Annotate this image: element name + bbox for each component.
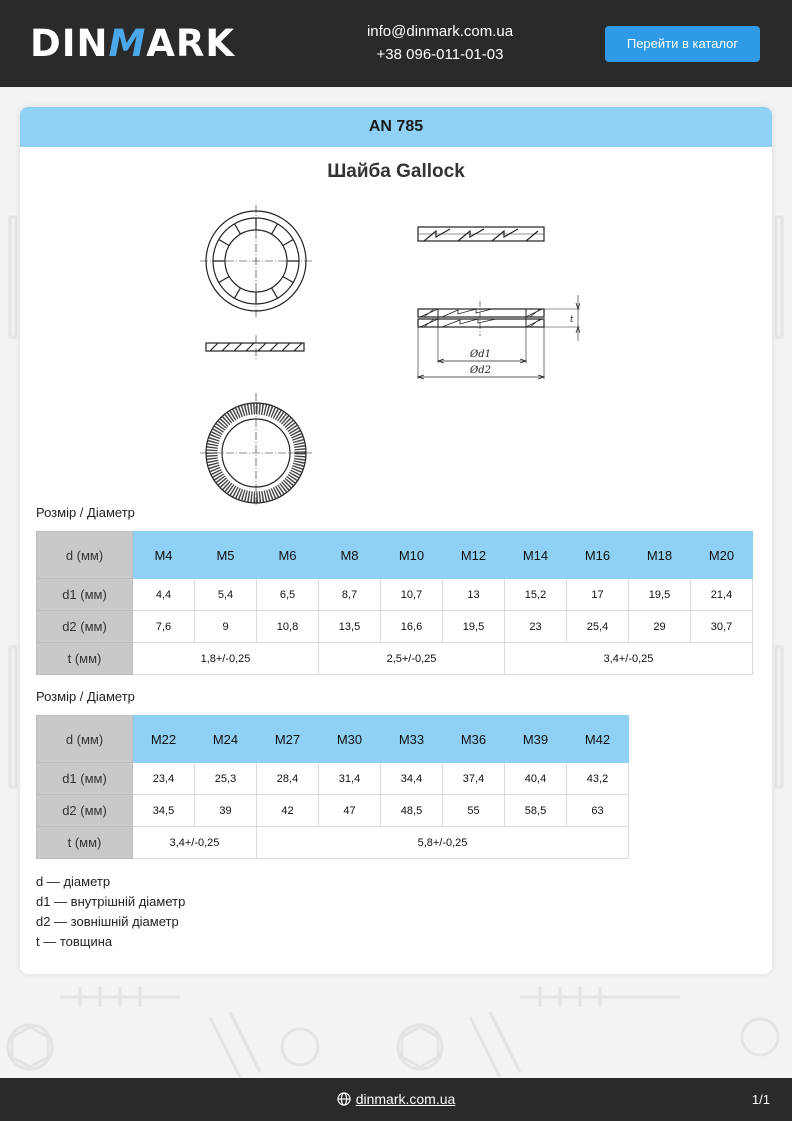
legend-item: d1 — внутрішній діаметр: [36, 894, 186, 909]
size-table-1: [36, 531, 753, 675]
value-cell: 42: [257, 795, 319, 827]
size-cell: M27: [257, 716, 319, 763]
size-cell: M6: [257, 532, 319, 579]
value-cell: 30,7: [691, 611, 753, 643]
size-cell: M24: [195, 716, 257, 763]
product-code: AN 785: [20, 107, 772, 147]
value-cell: 21,4: [691, 579, 753, 611]
size-cell: M33: [381, 716, 443, 763]
table-row: [37, 795, 629, 827]
value-cell: 19,5: [443, 611, 505, 643]
value-cell: 3,4+/-0,25: [505, 643, 753, 675]
value-cell: 55: [443, 795, 505, 827]
site-footer: [0, 1078, 792, 1121]
product-title: Шайба Gallock: [327, 161, 465, 182]
value-cell: 25,4: [567, 611, 629, 643]
value-cell: 63: [567, 795, 629, 827]
table2-label: Розмір / Діаметр: [36, 689, 135, 704]
page-number: 1/1: [751, 1092, 770, 1107]
legend: [36, 872, 185, 952]
row-header: t (мм): [37, 827, 133, 859]
label-d1: Ød1: [470, 349, 491, 360]
value-cell: 1,8+/-0,25: [133, 643, 319, 675]
size-table-2: [36, 715, 629, 859]
size-cell: M14: [505, 532, 567, 579]
size-cell: M5: [195, 532, 257, 579]
value-cell: 9: [195, 611, 257, 643]
washer-profile-view: [418, 227, 544, 241]
size-cell: M36: [443, 716, 505, 763]
value-cell: 15,2: [505, 579, 567, 611]
product-card: [20, 107, 772, 974]
value-cell: 25,3: [195, 763, 257, 795]
contact-info: [320, 20, 560, 66]
globe-icon: [337, 1092, 351, 1106]
footer-site-link[interactable]: [0, 1078, 792, 1121]
size-cell: M10: [381, 532, 443, 579]
value-cell: 43,2: [567, 763, 629, 795]
table-row: [37, 643, 753, 675]
legend-item: d2 — зовнішній діаметр: [36, 914, 179, 929]
value-cell: 13,5: [319, 611, 381, 643]
value-cell: 23,4: [133, 763, 195, 795]
value-cell: 34,4: [381, 763, 443, 795]
email-link[interactable]: info@dinmark.com.ua: [366, 23, 514, 40]
size-cell: M4: [133, 532, 195, 579]
site-header: [0, 0, 792, 87]
label-d2: Ød2: [470, 365, 491, 376]
legend-item: d — діаметр: [36, 874, 111, 889]
legend-item: t — товщина: [36, 934, 113, 949]
row-header: d (мм): [37, 532, 133, 579]
row-header: d1 (мм): [37, 579, 133, 611]
value-cell: 5,8+/-0,25: [257, 827, 629, 859]
value-cell: 23: [505, 611, 567, 643]
row-header: t (мм): [37, 643, 133, 675]
value-cell: 7,6: [133, 611, 195, 643]
logo-accent-letter: M: [108, 22, 147, 65]
dinmark-logo[interactable]: [30, 24, 235, 64]
row-header: d2 (мм): [37, 611, 133, 643]
value-cell: 34,5: [133, 795, 195, 827]
table-row: [37, 611, 753, 643]
size-cell: M39: [505, 716, 567, 763]
size-cell: M30: [319, 716, 381, 763]
washer-side-view: [206, 343, 304, 351]
value-cell: 4,4: [133, 579, 195, 611]
value-cell: 2,5+/-0,25: [319, 643, 505, 675]
value-cell: 40,4: [505, 763, 567, 795]
size-cell: M16: [567, 532, 629, 579]
row-header: d2 (мм): [37, 795, 133, 827]
catalog-button[interactable]: Перейти в каталог: [605, 26, 760, 62]
value-cell: 19,5: [629, 579, 691, 611]
value-cell: 8,7: [319, 579, 381, 611]
table-row: [37, 827, 629, 859]
value-cell: 47: [319, 795, 381, 827]
value-cell: 3,4+/-0,25: [133, 827, 257, 859]
footer-site-text: dinmark.com.ua: [355, 1091, 456, 1107]
logo-text-part: ARK: [146, 22, 236, 65]
size-cell: M42: [567, 716, 629, 763]
size-cell: M20: [691, 532, 753, 579]
value-cell: 39: [195, 795, 257, 827]
table1-label: Розмір / Діаметр: [36, 505, 135, 520]
row-header: d (мм): [37, 716, 133, 763]
value-cell: 17: [567, 579, 629, 611]
value-cell: 31,4: [319, 763, 381, 795]
phone-link[interactable]: +38 096-011-01-03: [376, 46, 504, 63]
value-cell: 13: [443, 579, 505, 611]
value-cell: 37,4: [443, 763, 505, 795]
value-cell: 10,7: [381, 579, 443, 611]
label-t: t: [570, 315, 574, 325]
value-cell: 28,4: [257, 763, 319, 795]
table-row: [37, 532, 753, 579]
value-cell: 10,8: [257, 611, 319, 643]
table-row: [37, 716, 629, 763]
size-cell: M18: [629, 532, 691, 579]
technical-drawing: [180, 191, 580, 509]
value-cell: 58,5: [505, 795, 567, 827]
value-cell: 6,5: [257, 579, 319, 611]
value-cell: 48,5: [381, 795, 443, 827]
washer-pair-section-view: [418, 295, 580, 379]
logo-text-part: DIN: [30, 22, 109, 65]
table-row: [37, 579, 753, 611]
size-cell: M8: [319, 532, 381, 579]
row-header: d1 (мм): [37, 763, 133, 795]
value-cell: 16,6: [381, 611, 443, 643]
value-cell: 5,4: [195, 579, 257, 611]
table-row: [37, 763, 629, 795]
size-cell: M12: [443, 532, 505, 579]
value-cell: 29: [629, 611, 691, 643]
size-cell: M22: [133, 716, 195, 763]
